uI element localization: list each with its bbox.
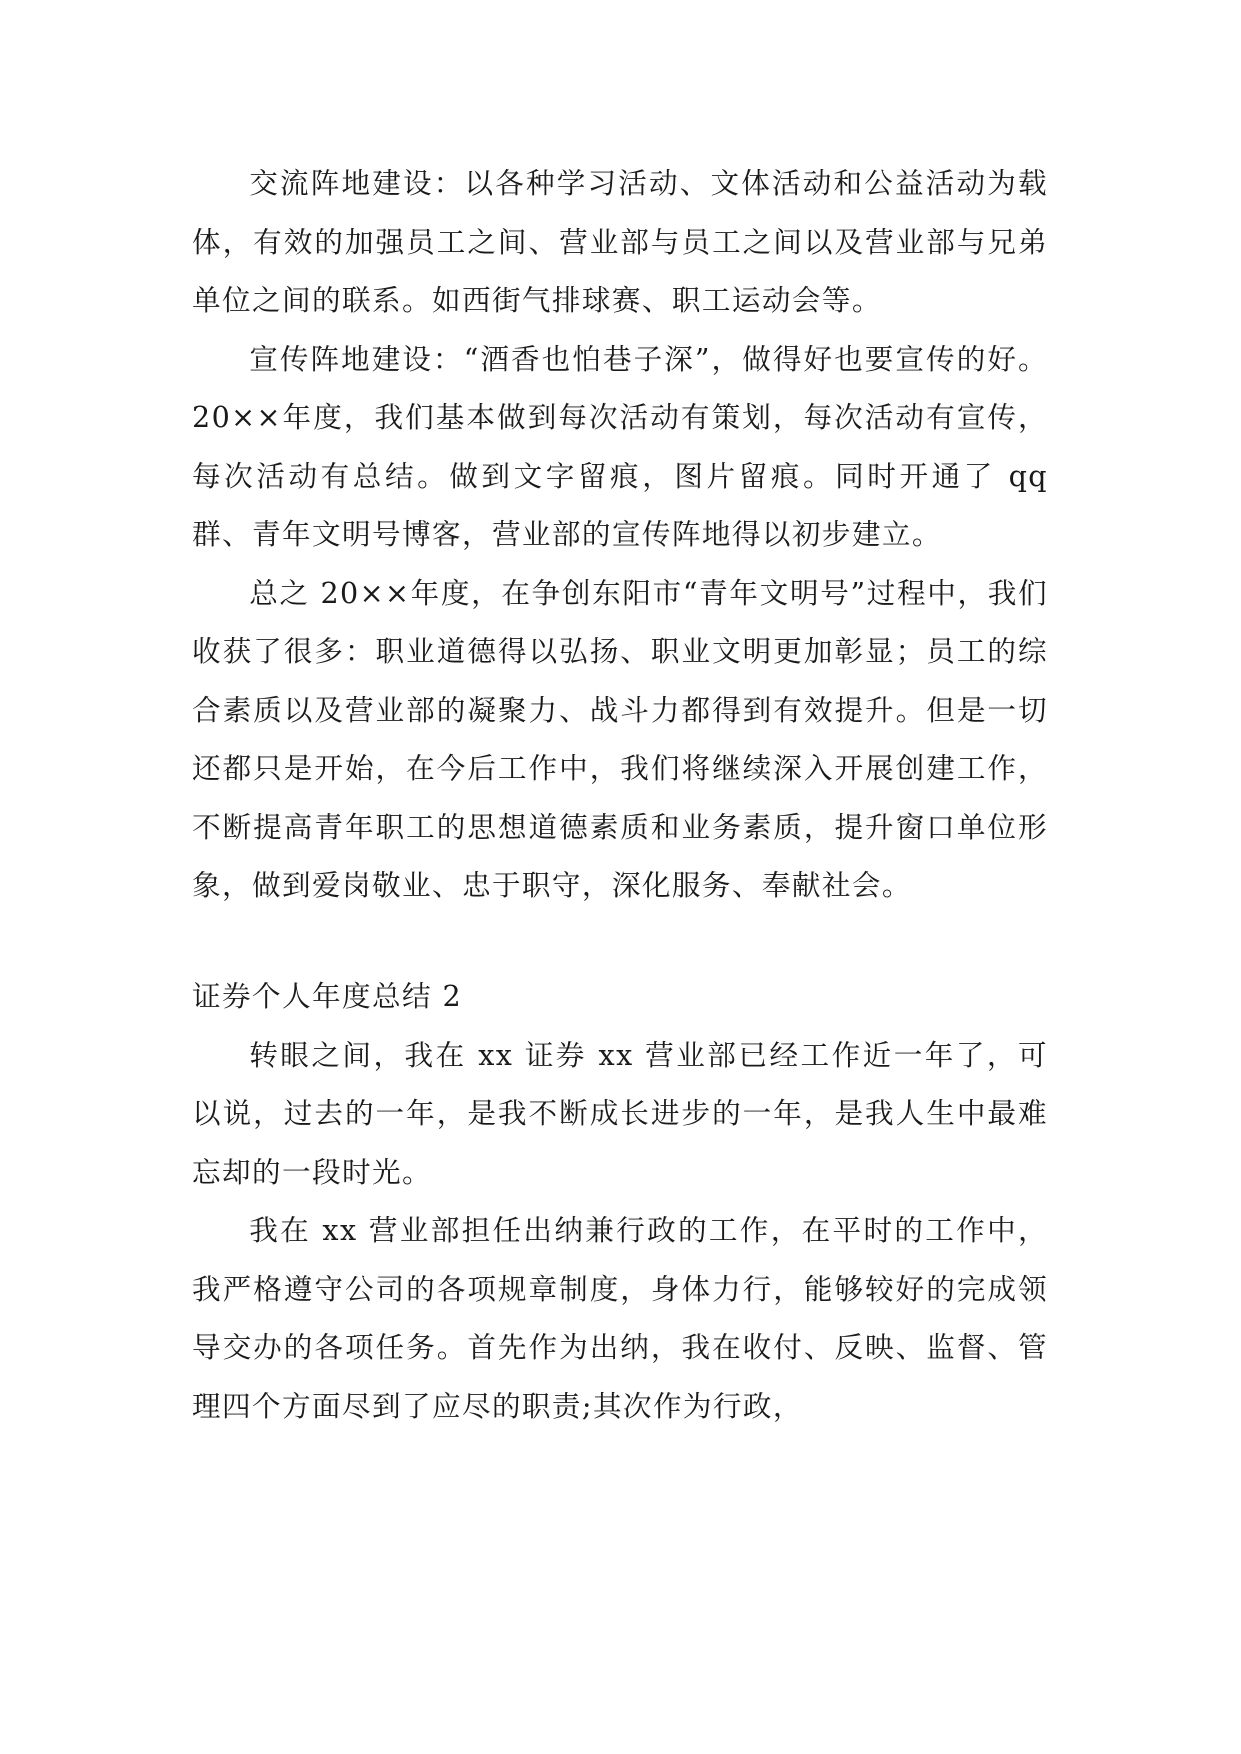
paragraph-intro: 转眼之间，我在 xx 证券 xx 营业部已经工作近一年了，可以说，过去的一年，是我不断成长进步的一年，是我人生中最难忘却的一段时光。 <box>192 1037 1048 1189</box>
paragraph-summary: 总之 20××年度，在争创东阳市“青年文明号”过程中，我们收获了很多：职业道德得以弘扬、职业文明更加彰显；员工的综合素质以及营业部的凝聚力、战斗力都得到有效提升。但是一切还都只是开始，在今后工作中，我们将继续深入开展创建工作，不断提高青年职工的思想道德素质和业务素质，提升窗口单位形象，做到爱岗敬业、忠于职守，深化服务、奉献社会。 <box>192 575 1048 902</box>
section-1-body <box>192 154 1048 915</box>
paragraph-exchange-position: 交流阵地建设：以各种学习活动、文体活动和公益活动为载体，有效的加强员工之间、营业部与员工之间以及营业部与兄弟单位之间的联系。如西街气排球赛、职工运动会等。 <box>192 166 1048 317</box>
section-heading: 证券个人年度总结 2 <box>192 979 463 1013</box>
paragraph-duties: 我在 xx 营业部担任出纳兼行政的工作，在平时的工作中，我严格遵守公司的各项规章制度，身体力行，能够较好的完成领导交办的各项任务。首先作为出纳，我在收付、反映、监督、管理四个方面尽到了应尽的职责;其次作为行政， <box>192 1213 1048 1423</box>
section-2-body <box>192 967 1048 1435</box>
paragraph-publicity-position: 宣传阵地建设：“酒香也怕巷子深”，做得好也要宣传的好。20××年度，我们基本做到每次活动有策划，每次活动有宣传，每次活动有总结。做到文字留痕，图片留痕。同时开通了 qq 群、青年文明号博客，营业部的宣传阵地得以初步建立。 <box>192 341 1048 551</box>
